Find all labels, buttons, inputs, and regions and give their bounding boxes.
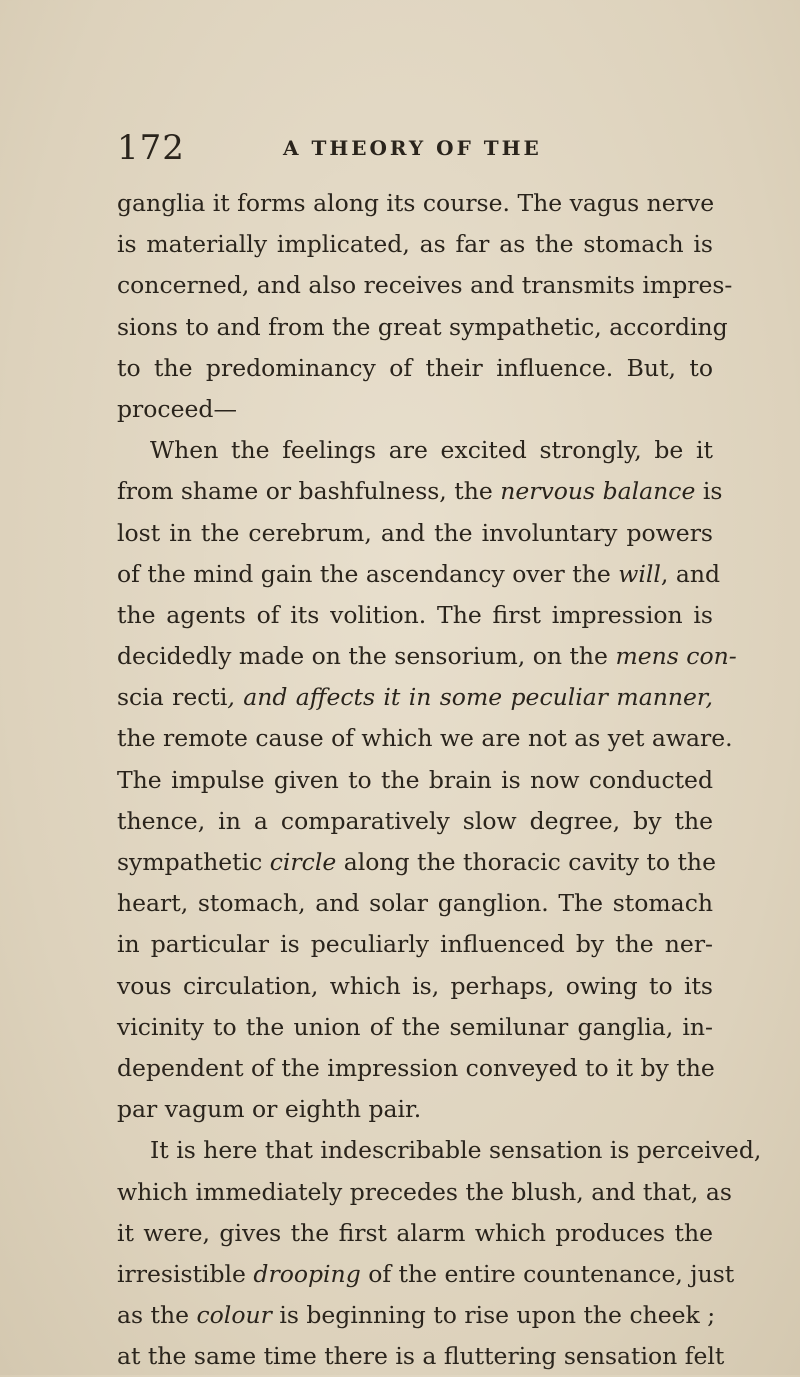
text-segment: sions to and from the great sympathetic, according (117, 312, 728, 341)
body-text (117, 183, 762, 1377)
text-segment: dependent of the impression conveyed to it by the (117, 1053, 715, 1082)
running-head-title: A THEORY OF THE (283, 136, 542, 160)
text-segment: heart, stomach, and solar ganglion. The stomach (117, 889, 713, 918)
text-segment: the remote cause of which we are not as yet aware. (117, 724, 733, 753)
italic-text: colour (196, 1301, 272, 1330)
text-line (117, 224, 713, 265)
text-segment: ganglia it forms along its course. The vagus nerve (117, 189, 715, 217)
text-line (117, 801, 713, 842)
italic-text: drooping (253, 1259, 361, 1288)
text-segment: it were, gives the first alarm which produces the (117, 1218, 713, 1247)
text-line (117, 760, 713, 801)
italic-text: circle (269, 848, 337, 876)
text-line (117, 265, 733, 306)
text-segment: When the feelings are excited strongly, be it (150, 436, 713, 465)
text-line (117, 1336, 725, 1377)
text-line (117, 554, 721, 595)
text-line (117, 1130, 762, 1171)
text-segment: is materially implicated, as far as the stomach is (117, 230, 713, 259)
text-line (117, 348, 713, 389)
italic-text: nervous balance (500, 477, 696, 506)
text-segment: The impulse given to the brain is now conducted (117, 765, 713, 794)
text-line (117, 513, 713, 554)
text-segment: sympathetic (117, 848, 270, 876)
text-segment: which immediately precedes the blush, and that, as (117, 1177, 732, 1206)
text-segment: in particular is peculiarly influenced by the ner- (117, 930, 713, 959)
text-segment: par vagum or eighth pair. (117, 1095, 422, 1124)
text-segment: It is here that indescribable sensation is perceived, (150, 1136, 762, 1165)
text-line (117, 1007, 713, 1048)
text-segment: decidedly made on the sensorium, on the (117, 642, 616, 671)
text-line (117, 471, 723, 512)
text-segment: is (695, 477, 723, 506)
text-line (117, 636, 737, 677)
text-segment: scia recti (117, 683, 228, 712)
text-line (117, 1295, 716, 1336)
text-segment: the agents of its volition. The first impression is (117, 600, 713, 629)
text-line (117, 430, 713, 471)
text-line (117, 389, 713, 430)
text-segment: irresistible (117, 1259, 254, 1288)
text-line (117, 966, 713, 1007)
text-segment: is beginning to rise upon the cheek ; (271, 1301, 716, 1330)
italic-text: , and affects it in some peculiar manner, (227, 683, 713, 712)
text-line (117, 883, 713, 924)
text-line (117, 183, 713, 224)
text-line (117, 595, 713, 636)
text-segment: of the mind gain the ascendancy over the (117, 559, 619, 588)
text-segment: , and (660, 559, 721, 588)
text-line (117, 1213, 713, 1254)
text-segment: of the entire countenance, just (360, 1259, 735, 1288)
text-line (117, 842, 716, 883)
italic-text: will (618, 559, 661, 588)
text-line (117, 307, 728, 348)
text-segment: vous circulation, which is, perhaps, owing to its (117, 971, 713, 1000)
text-segment: thence, in a comparatively slow degree, by the (117, 806, 713, 835)
text-line (117, 1172, 732, 1213)
text-line (117, 924, 713, 965)
running-head (117, 128, 717, 168)
text-segment: lost in the cerebrum, and the involuntary powers (117, 518, 713, 547)
text-segment: as the (117, 1301, 197, 1330)
page-number: 172 (117, 128, 185, 168)
text-line (117, 1254, 735, 1295)
text-line (117, 677, 713, 718)
text-line (117, 1089, 713, 1130)
text-segment: from shame or bashfulness, the (117, 477, 501, 506)
italic-text: mens con- (615, 642, 737, 671)
text-line (117, 718, 733, 759)
text-segment: concerned, and also receives and transmits impres- (117, 271, 733, 300)
text-segment: to the predominancy of their influence. But, to (117, 353, 713, 382)
text-segment: along the thoracic cavity to the (336, 848, 716, 876)
text-line (117, 1048, 713, 1089)
text-segment: at the same time there is a fluttering sensation felt (117, 1342, 725, 1371)
text-segment: vicinity to the union of the semilunar ganglia, in- (117, 1012, 713, 1041)
text-segment: proceed— (117, 394, 237, 423)
